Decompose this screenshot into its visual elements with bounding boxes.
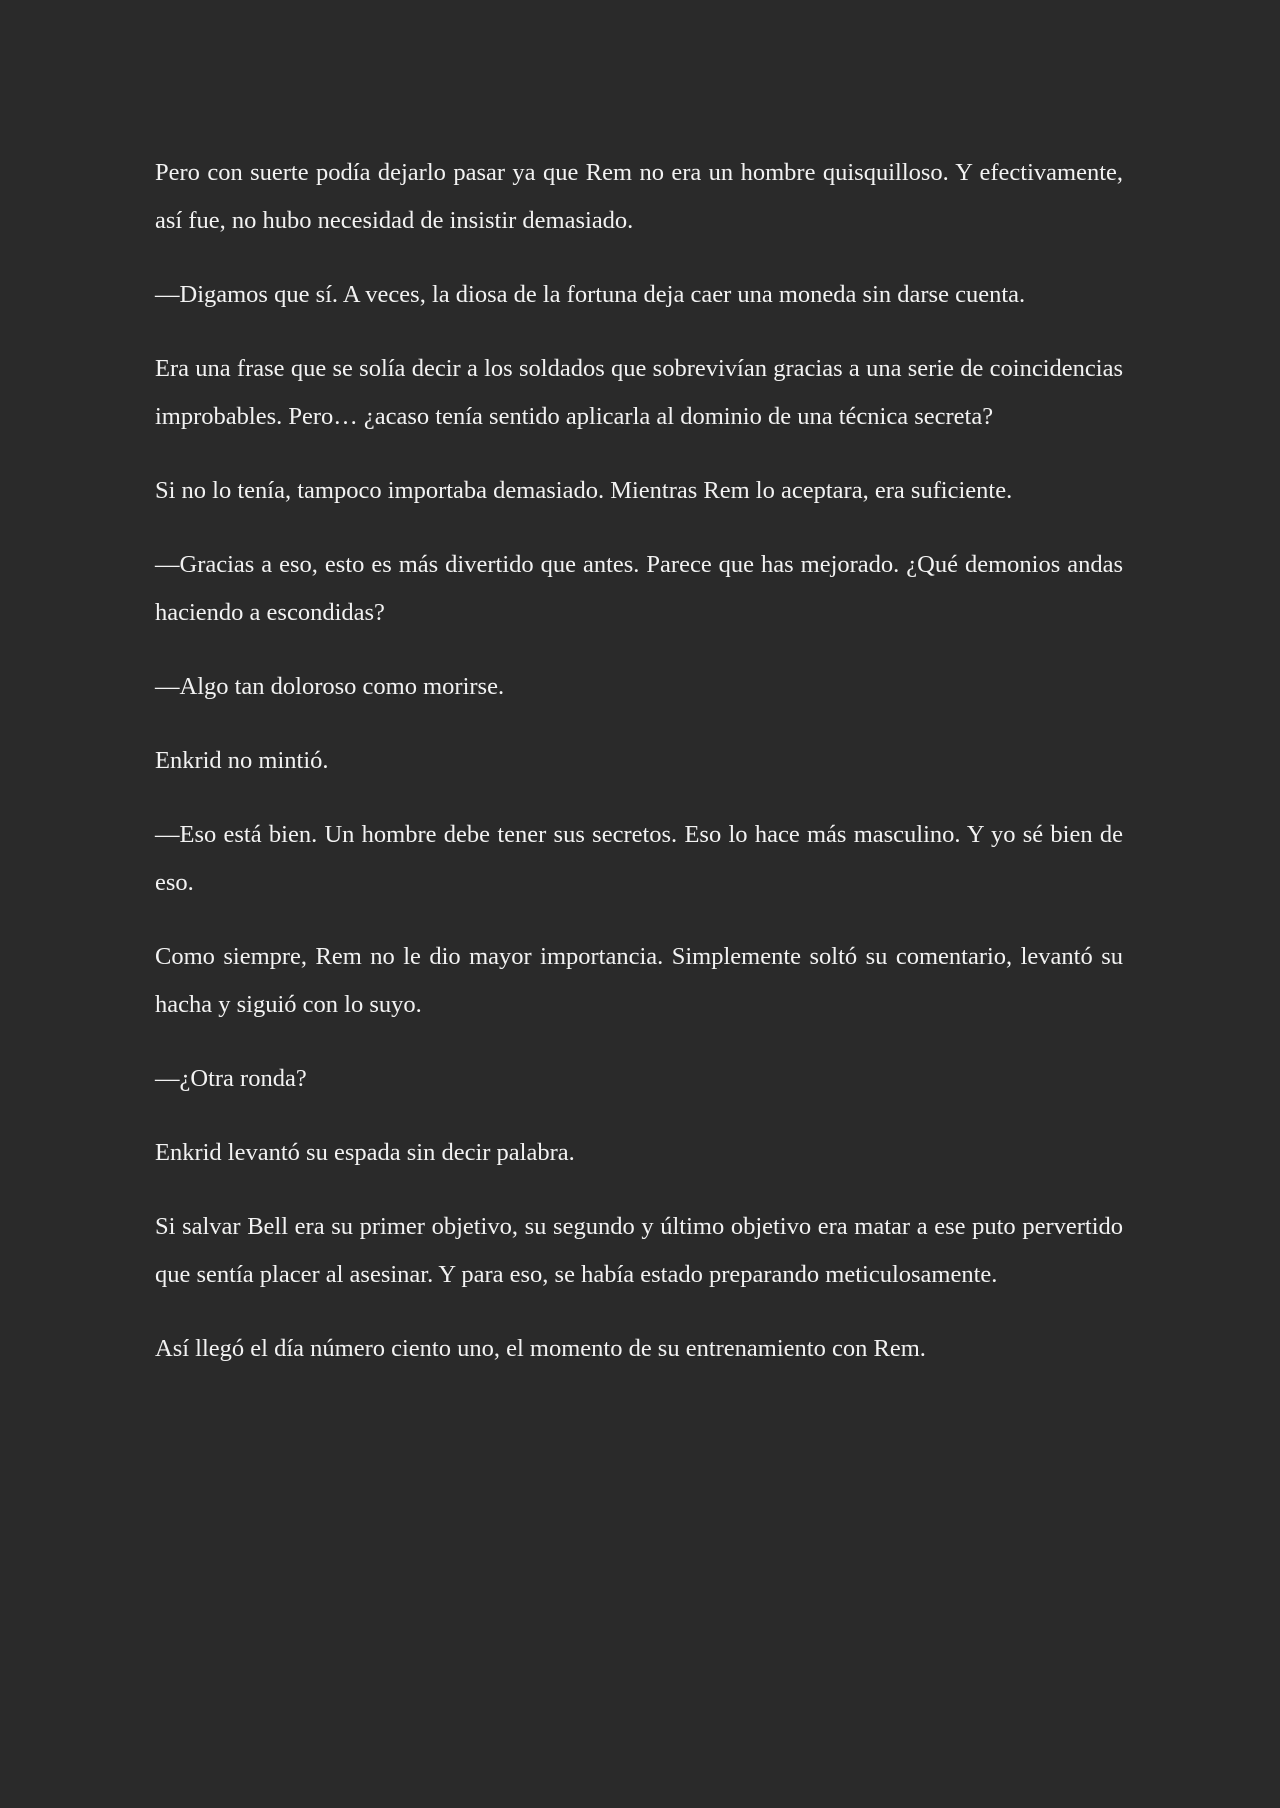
paragraph: Como siempre, Rem no le dio mayor importancia. Simplemente soltó su comentario, levantó su hacha y siguió con lo suyo.	[155, 943, 1123, 1018]
paragraph: —Algo tan doloroso como morirse.	[155, 673, 505, 700]
document-page	[155, 149, 1123, 1399]
paragraph: —¿Otra ronda?	[155, 1065, 307, 1092]
paragraph: —Digamos que sí. A veces, la diosa de la fortuna deja caer una moneda sin darse cuenta.	[155, 281, 1026, 308]
paragraph: —Eso está bien. Un hombre debe tener sus secretos. Eso lo hace más masculino. Y yo sé bien de eso.	[155, 821, 1123, 896]
paragraph: Así llegó el día número ciento uno, el momento de su entrenamiento con Rem.	[155, 1335, 926, 1362]
paragraph: Enkrid levantó su espada sin decir palabra.	[155, 1139, 575, 1166]
paragraph: Si no lo tenía, tampoco importaba demasiado. Mientras Rem lo aceptara, era suficiente.	[155, 477, 1013, 504]
paragraph: Era una frase que se solía decir a los soldados que sobrevivían gracias a una serie de coincidencias improbables. Pero… ¿acaso tenía sentido aplicarla al dominio de una técnica secreta?	[155, 355, 1123, 430]
paragraph: Si salvar Bell era su primer objetivo, su segundo y último objetivo era matar a ese puto pervertido que sentía placer al asesinar. Y para eso, se había estado preparando meticulosamente.	[155, 1213, 1123, 1288]
paragraph: —Gracias a eso, esto es más divertido que antes. Parece que has mejorado. ¿Qué demonios andas haciendo a escondidas?	[155, 551, 1123, 626]
paragraph: Pero con suerte podía dejarlo pasar ya que Rem no era un hombre quisquilloso. Y efectivamente, así fue, no hubo necesidad de insistir demasiado.	[155, 159, 1123, 234]
paragraph: Enkrid no mintió.	[155, 747, 329, 774]
